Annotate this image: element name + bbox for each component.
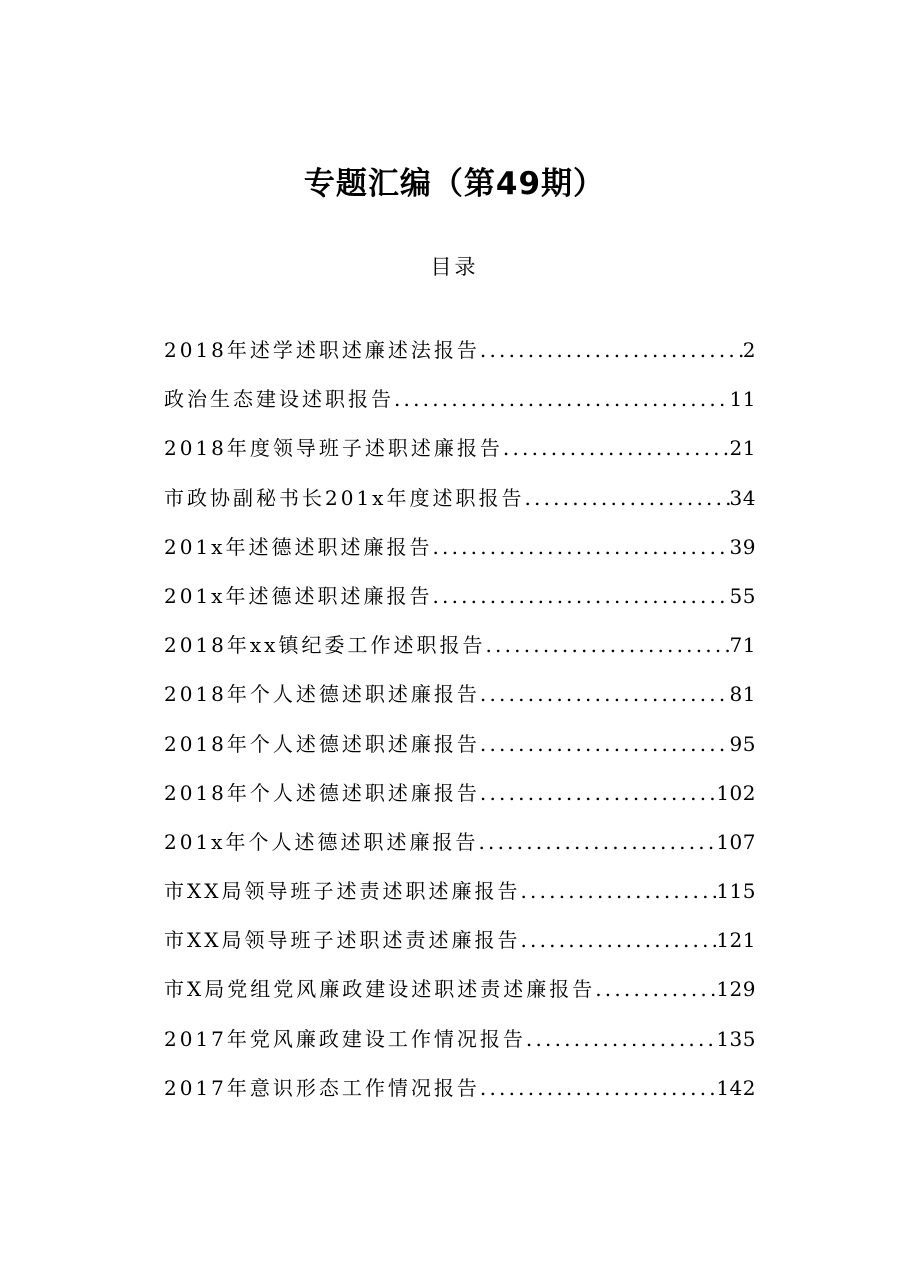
toc-entry-page-number: 121 (716, 928, 756, 953)
toc-dot-leader (524, 480, 729, 516)
toc-entry-title: 市XX局领导班子述职述责述廉报告 (164, 928, 521, 953)
toc-entry-title: 市政协副秘书长201x年度述职报告 (164, 485, 525, 510)
toc-dot-leader (520, 922, 716, 958)
toc-entry-title: 201x年述德述职述廉报告 (164, 534, 433, 559)
toc-entry-page-number: 34 (729, 485, 756, 510)
toc-entry[interactable] (164, 480, 756, 529)
toc-entry-title: 2017年党风廉政建设工作情况报告 (164, 1026, 526, 1051)
toc-entry-title: 201x年个人述德述职述廉报告 (164, 829, 479, 854)
toc-dot-leader (503, 430, 730, 466)
toc-entry-page-number: 39 (729, 534, 756, 559)
toc-entry[interactable] (164, 922, 756, 971)
toc-entry-page-number: 2 (742, 338, 756, 362)
toc-dot-leader (432, 578, 729, 614)
toc-entry-page-number: 81 (729, 682, 756, 707)
toc-entry-title: 2018年xx镇纪委工作述职报告 (164, 633, 486, 658)
toc-entry-page-number: 71 (729, 633, 756, 658)
toc-entry[interactable] (164, 529, 756, 578)
toc-entry[interactable] (164, 627, 756, 676)
toc-entry[interactable] (164, 676, 756, 725)
toc-dot-leader (480, 726, 730, 762)
toc-entry[interactable] (164, 775, 756, 824)
toc-dot-leader (595, 971, 716, 1007)
toc-entry-page-number: 102 (716, 780, 756, 805)
toc-entry-page-number: 115 (716, 879, 756, 904)
toc-entry-title: 2018年个人述德述职述廉报告 (164, 682, 480, 707)
toc-entry-page-number: 142 (716, 1075, 756, 1100)
toc-dot-leader (394, 381, 730, 417)
table-of-contents (164, 332, 756, 1119)
toc-dot-leader (432, 529, 729, 565)
toc-entry[interactable] (164, 1021, 756, 1070)
toc-dot-leader (480, 332, 743, 368)
toc-entry-page-number: 107 (716, 829, 756, 854)
toc-entry[interactable] (164, 873, 756, 922)
toc-entry-page-number: 129 (716, 977, 756, 1002)
toc-entry-title: 2018年个人述德述职述廉报告 (164, 780, 480, 805)
toc-entry-page-number: 21 (729, 436, 756, 461)
toc-entry-page-number: 135 (716, 1026, 756, 1051)
toc-entry-title: 2018年个人述德述职述廉报告 (164, 731, 480, 756)
toc-entry-title: 2018年述学述职述廉述法报告 (164, 338, 480, 362)
toc-entry-title: 政治生态建设述职报告 (164, 387, 394, 412)
toc-entry-page-number: 95 (729, 731, 756, 756)
toc-entry[interactable] (164, 578, 756, 627)
page-title: 专题汇编（第49期） (303, 166, 606, 202)
toc-dot-leader (480, 676, 730, 712)
toc-dot-leader (480, 1070, 716, 1106)
toc-entry-title: 市XX局领导班子述责述职述廉报告 (164, 879, 521, 904)
toc-entry[interactable] (164, 1070, 756, 1119)
toc-dot-leader (478, 824, 716, 860)
toc-entry[interactable] (164, 824, 756, 873)
toc-entry[interactable] (164, 971, 756, 1020)
toc-entry[interactable] (164, 430, 756, 479)
toc-dot-leader (520, 873, 716, 909)
toc-entry-title: 2018年度领导班子述职述廉报告 (164, 436, 503, 461)
toc-entry[interactable] (164, 726, 756, 775)
toc-entry-title: 市X局党组党风廉政建设述职述责述廉报告 (164, 977, 596, 1002)
toc-entry-title: 2017年意识形态工作情况报告 (164, 1075, 480, 1100)
toc-heading: 目录 (430, 255, 479, 279)
toc-dot-leader (485, 627, 729, 663)
toc-entry-title: 201x年述德述职述廉报告 (164, 583, 433, 608)
toc-entry[interactable] (164, 381, 756, 430)
toc-entry[interactable] (164, 332, 756, 381)
toc-entry-page-number: 55 (729, 583, 756, 608)
toc-dot-leader (480, 775, 716, 811)
toc-dot-leader (526, 1021, 716, 1057)
toc-entry-page-number: 11 (729, 387, 756, 412)
